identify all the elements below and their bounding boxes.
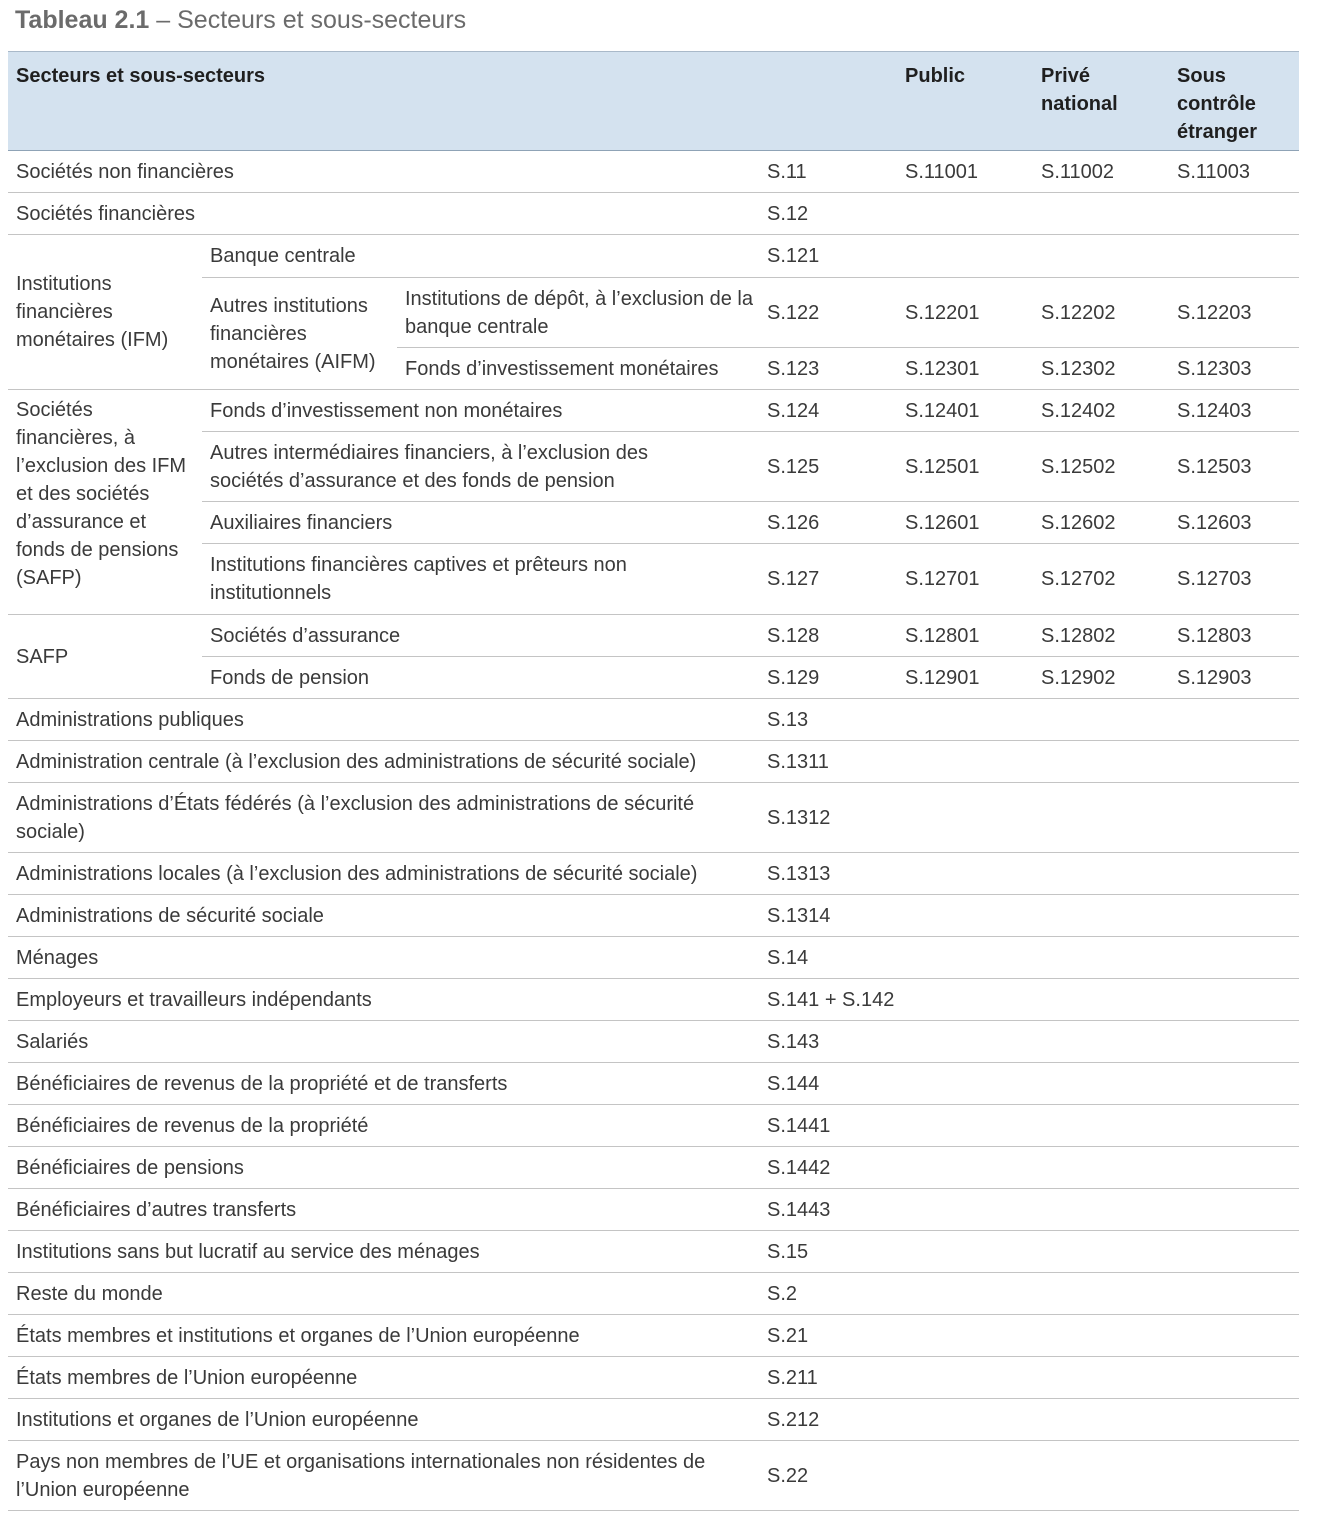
- table-row: [8, 699, 1299, 741]
- sectors-table: [8, 51, 1299, 1511]
- row-empty: [897, 1063, 1299, 1105]
- row-public: [897, 235, 1033, 278]
- row-code: S.129: [761, 657, 897, 699]
- table-title-text: Secteurs et sous-secteurs: [177, 6, 467, 34]
- row-code: S.14: [761, 937, 897, 979]
- table-row: [8, 502, 1299, 544]
- row-private: S.12302: [1033, 348, 1169, 390]
- group-label-ifm: Institutions financières monétaires (IFM): [8, 235, 202, 390]
- table-title: [15, 4, 466, 36]
- row-foreign: S.11003: [1169, 151, 1299, 193]
- group-label-safp: SAFP: [8, 615, 202, 699]
- row-label: États membres et institutions et organes de l’Union européenne: [8, 1315, 761, 1357]
- row-code: S.2: [761, 1273, 897, 1315]
- row-public: S.12201: [897, 278, 1033, 348]
- row-foreign: S.12303: [1169, 348, 1299, 390]
- row-private: S.12502: [1033, 432, 1169, 502]
- row-label: Administrations publiques: [8, 699, 761, 741]
- header-foreign-controlled: Sous contrôle étranger: [1169, 52, 1299, 151]
- table-row: [8, 390, 1299, 432]
- row-empty: [897, 1189, 1299, 1231]
- row-label: Bénéficiaires de revenus de la propriété et de transferts: [8, 1063, 761, 1105]
- row-code: S.121: [761, 235, 897, 278]
- row-foreign: S.12403: [1169, 390, 1299, 432]
- table-row: [8, 235, 1299, 278]
- row-empty: [897, 783, 1299, 853]
- row-empty: [897, 1441, 1299, 1511]
- row-label: Fonds de pension: [202, 657, 761, 699]
- table-row: [8, 741, 1299, 783]
- row-label: Sociétés financières: [8, 193, 761, 235]
- row-code: S.21: [761, 1315, 897, 1357]
- row-public: S.11001: [897, 151, 1033, 193]
- row-foreign: S.12903: [1169, 657, 1299, 699]
- row-private: S.12202: [1033, 278, 1169, 348]
- row-private: [1033, 193, 1169, 235]
- row-label: Reste du monde: [8, 1273, 761, 1315]
- row-code: S.12: [761, 193, 897, 235]
- row-code: S.124: [761, 390, 897, 432]
- row-code: S.125: [761, 432, 897, 502]
- table-row: [8, 937, 1299, 979]
- table-row: [8, 1399, 1299, 1441]
- row-private: S.11002: [1033, 151, 1169, 193]
- table-row: [8, 1273, 1299, 1315]
- table-row: [8, 1105, 1299, 1147]
- row-label: Bénéficiaires de pensions: [8, 1147, 761, 1189]
- table-header: [8, 52, 1299, 151]
- row-label: Administration centrale (à l’exclusion des administrations de sécurité sociale): [8, 741, 761, 783]
- row-foreign: S.12803: [1169, 615, 1299, 657]
- row-public: S.12601: [897, 502, 1033, 544]
- table-row: [8, 1357, 1299, 1399]
- row-foreign: S.12603: [1169, 502, 1299, 544]
- group-label-aifm: Autres institutions financières monétaires (AIFM): [202, 278, 397, 390]
- row-private: [1033, 235, 1169, 278]
- row-public: S.12401: [897, 390, 1033, 432]
- row-private: S.12702: [1033, 544, 1169, 615]
- row-foreign: S.12703: [1169, 544, 1299, 615]
- table-row: [8, 1021, 1299, 1063]
- row-code: S.141 + S.142: [761, 979, 1033, 1021]
- row-code: S.1314: [761, 895, 897, 937]
- row-label: Institutions de dépôt, à l’exclusion de la banque centrale: [397, 278, 761, 348]
- row-empty: [897, 699, 1299, 741]
- row-code: S.122: [761, 278, 897, 348]
- row-code: S.128: [761, 615, 897, 657]
- row-public: S.12501: [897, 432, 1033, 502]
- row-private: S.12602: [1033, 502, 1169, 544]
- row-public: S.12901: [897, 657, 1033, 699]
- row-code: S.211: [761, 1357, 897, 1399]
- table-row: [8, 1189, 1299, 1231]
- header-sectors: Secteurs et sous-secteurs: [8, 52, 897, 151]
- row-label: Institutions sans but lucratif au service des ménages: [8, 1231, 761, 1273]
- row-public: S.12801: [897, 615, 1033, 657]
- row-code: S.123: [761, 348, 897, 390]
- title-separator: –: [149, 6, 178, 34]
- row-label: Fonds d’investissement monétaires: [397, 348, 761, 390]
- header-private-national: Privé national: [1033, 52, 1169, 151]
- row-empty: [897, 1315, 1299, 1357]
- row-label: Autres intermédiaires financiers, à l’exclusion des sociétés d’assurance et des fonds de pension: [202, 432, 761, 502]
- row-code: S.1441: [761, 1105, 897, 1147]
- row-label: Sociétés non financières: [8, 151, 761, 193]
- table-row: [8, 1063, 1299, 1105]
- row-foreign: [1169, 235, 1299, 278]
- row-label: Sociétés d’assurance: [202, 615, 761, 657]
- row-label: Administrations d’États fédérés (à l’exclusion des administrations de sécurité sociale): [8, 783, 761, 853]
- row-empty: [897, 1105, 1299, 1147]
- row-code: S.22: [761, 1441, 897, 1511]
- row-code: S.144: [761, 1063, 897, 1105]
- row-public: [897, 193, 1033, 235]
- table-row: [8, 853, 1299, 895]
- table-row: [8, 193, 1299, 235]
- table-row: [8, 783, 1299, 853]
- table-row: [8, 151, 1299, 193]
- row-empty: [897, 853, 1299, 895]
- table-row: [8, 544, 1299, 615]
- row-label: Ménages: [8, 937, 761, 979]
- table-row: [8, 1315, 1299, 1357]
- table-row: [8, 1231, 1299, 1273]
- row-label: Salariés: [8, 1021, 761, 1063]
- row-label: Administrations de sécurité sociale: [8, 895, 761, 937]
- row-foreign: S.12503: [1169, 432, 1299, 502]
- group-label-other-financial: Sociétés financières, à l’exclusion des IFM et des sociétés d’assurance et fonds de pensions (SAFP): [8, 390, 202, 615]
- row-empty: [897, 1273, 1299, 1315]
- row-code: S.1312: [761, 783, 897, 853]
- row-label: Bénéficiaires d’autres transferts: [8, 1189, 761, 1231]
- row-empty: [897, 1231, 1299, 1273]
- row-public: S.12301: [897, 348, 1033, 390]
- row-private: S.12802: [1033, 615, 1169, 657]
- row-label: Administrations locales (à l’exclusion des administrations de sécurité sociale): [8, 853, 761, 895]
- row-public: S.12701: [897, 544, 1033, 615]
- row-empty: [897, 1021, 1299, 1063]
- table-number: Tableau 2.1: [15, 6, 150, 34]
- row-private: S.12402: [1033, 390, 1169, 432]
- header-row: [8, 52, 1299, 151]
- row-empty: [897, 1147, 1299, 1189]
- row-label: Bénéficiaires de revenus de la propriété: [8, 1105, 761, 1147]
- row-label: États membres de l’Union européenne: [8, 1357, 761, 1399]
- table-row: [8, 432, 1299, 502]
- table-row: [8, 615, 1299, 657]
- row-private: S.12902: [1033, 657, 1169, 699]
- row-code: S.15: [761, 1231, 897, 1273]
- row-foreign: S.12203: [1169, 278, 1299, 348]
- row-code: S.1442: [761, 1147, 897, 1189]
- row-empty: [1033, 979, 1299, 1021]
- row-label: Institutions et organes de l’Union européenne: [8, 1399, 761, 1441]
- row-code: S.127: [761, 544, 897, 615]
- table-body: [8, 151, 1299, 1511]
- table-row: [8, 657, 1299, 699]
- row-code: S.1311: [761, 741, 897, 783]
- row-empty: [897, 895, 1299, 937]
- row-code: S.126: [761, 502, 897, 544]
- row-label: Auxiliaires financiers: [202, 502, 761, 544]
- row-label: Pays non membres de l’UE et organisations internationales non résidentes de l’Union européenne: [8, 1441, 761, 1511]
- row-code: S.212: [761, 1399, 897, 1441]
- row-empty: [897, 741, 1299, 783]
- row-code: S.13: [761, 699, 897, 741]
- table-row: [8, 979, 1299, 1021]
- row-label: Banque centrale: [202, 235, 761, 278]
- row-label: Institutions financières captives et prêteurs non institutionnels: [202, 544, 761, 615]
- header-public: Public: [897, 52, 1033, 151]
- table-row: [8, 1441, 1299, 1511]
- table-row: [8, 895, 1299, 937]
- table-row: [8, 278, 1299, 348]
- row-code: S.1313: [761, 853, 897, 895]
- row-code: S.1443: [761, 1189, 897, 1231]
- table-row: [8, 1147, 1299, 1189]
- row-code: S.11: [761, 151, 897, 193]
- row-empty: [897, 1357, 1299, 1399]
- row-label: Fonds d’investissement non monétaires: [202, 390, 761, 432]
- row-label: Employeurs et travailleurs indépendants: [8, 979, 761, 1021]
- row-code: S.143: [761, 1021, 897, 1063]
- row-empty: [897, 1399, 1299, 1441]
- row-foreign: [1169, 193, 1299, 235]
- row-empty: [897, 937, 1299, 979]
